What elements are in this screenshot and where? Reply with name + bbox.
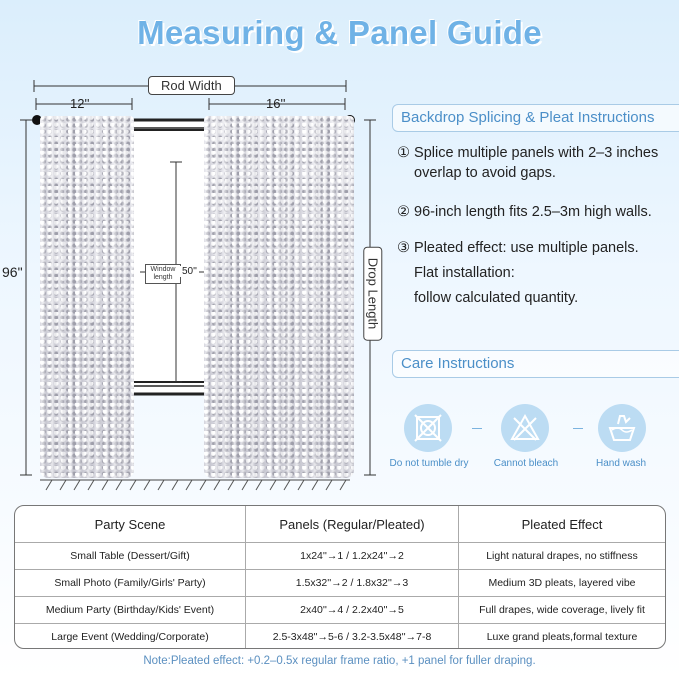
height-label: 96" [2,264,23,280]
table-cell: Large Event (Wedding/Corporate) [15,624,246,650]
table-cell: Small Table (Dessert/Gift) [15,543,246,570]
care-label: Cannot bleach [493,458,559,469]
table-header: Panels (Regular/Pleated) [246,506,459,543]
drop-length-label: Drop Length [363,247,382,341]
footer-note: Note:Pleated effect: +0.2–0.5x regular frame ratio, +1 panel for fuller draping. [143,655,536,667]
table-header-row [15,506,665,543]
table-row [15,624,665,650]
care-instructions-header: Care Instructions [392,350,679,378]
care-label: Hand wash [595,458,647,469]
instruction-marker: ① [397,145,410,161]
table-header: Party Scene [15,506,246,543]
left-width-label: 12'' [70,96,90,111]
floor-hatching [46,480,346,490]
table-cell: Small Photo (Family/Girls' Party) [15,570,246,597]
instruction-marker: ③ [397,240,410,256]
instruction-item-2 [397,202,677,222]
no-tumble-dry-icon [404,404,452,452]
instruction-marker: ② [397,204,410,220]
instruction-item-3 [397,236,677,311]
instruction-line: Splice multiple panels with 2–3 inches [414,145,659,161]
separator-dash [472,428,482,429]
table-cell: 1x24''→1 / 1.2x24''→2 [246,543,459,570]
table-cell: Medium Party (Birthday/Kids' Event) [15,597,246,624]
rod-width-label: Rod Width [148,76,235,95]
instruction-line: overlap to avoid gaps. [414,165,556,181]
table-cell: Medium 3D pleats, layered vibe [459,570,666,597]
table-row [15,570,665,597]
instruction-item-1 [397,143,677,183]
instruction-line: 96-inch length fits 2.5–3m high walls. [414,204,652,220]
separator-dash [573,428,583,429]
right-width-label: 16'' [266,96,286,111]
care-label: Do not tumble dry [389,458,469,469]
table-row [15,543,665,570]
measurement-diagram [0,70,390,500]
party-scene-table [14,505,666,649]
window-length-value: 50'' [182,266,197,277]
table-cell: Luxe grand pleats,formal texture [486,631,638,643]
table-cell: Light natural drapes, no stiffness [459,543,666,570]
hand-wash-icon [598,404,646,452]
window-length-label: Window length [145,264,181,284]
instruction-line: follow calculated quantity. [414,290,579,306]
care-icons [390,404,679,474]
table-cell: 1.5x32''→2 / 1.8x32''→3 [246,570,459,597]
no-bleach-icon [501,404,549,452]
table-row [15,597,665,624]
table-cell: Full drapes, wide coverage, lively fit [459,597,666,624]
table-cell: 2x40''→4 / 2.2x40''→5 [246,597,459,624]
instruction-line: Flat installation: [414,265,515,281]
instruction-line: Pleated effect: use multiple panels. [414,240,639,256]
page-title: Measuring & Panel Guide [137,14,542,51]
table-header: Pleated Effect [459,506,666,543]
splicing-instructions-header: Backdrop Splicing & Pleat Instructions [392,104,679,132]
right-curtain-panel [204,116,354,478]
table-cell: 2.5-3x48''→5-6 / 3.2-3.5x48''→7-8 [246,624,459,650]
left-curtain-panel [40,116,134,478]
